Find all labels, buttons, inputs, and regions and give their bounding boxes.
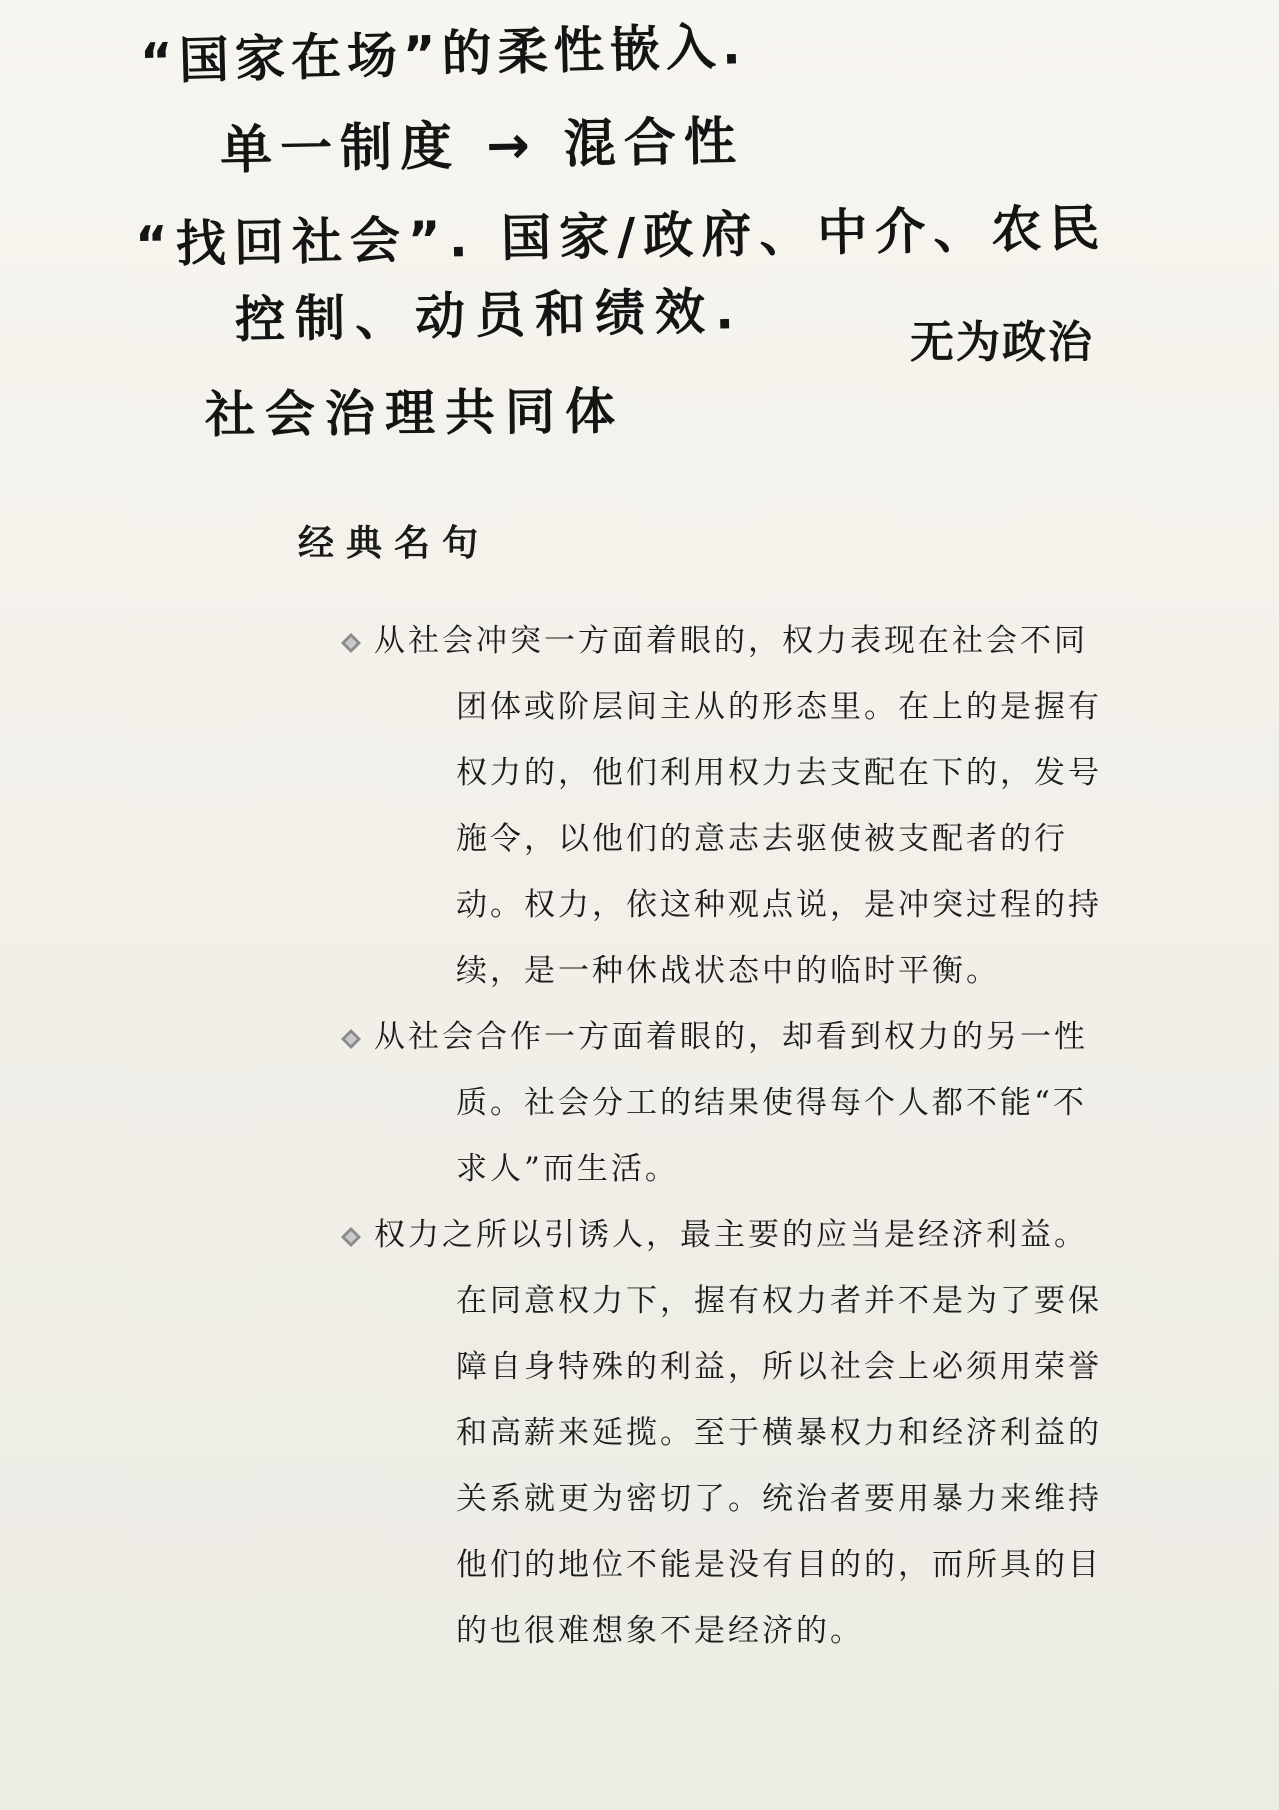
quote-line: 的也很难想象不是经济的。 [456,1613,864,1649]
quote-line: 和高薪来延揽。至于横暴权力和经济利益的 [456,1415,1102,1451]
quote-list [340,608,1130,1664]
diamond-bullet-icon [340,632,362,654]
handwritten-note-4: 控制、动员和绩效. [234,282,745,349]
quote-item [340,1202,1130,1664]
quote-line: 他们的地位不能是没有目的的，而所具的目 [456,1547,1102,1583]
quote-line: 障自身特殊的利益，所以社会上必须用荣誉 [456,1349,1102,1385]
quote-line: 质。社会分工的结果使得每个人都不能“不 [456,1085,1087,1121]
quote-line: 权力的，他们利用权力去支配在下的，发号 [456,755,1102,791]
quote-line: 施令，以他们的意志去驱使被支配者的行 [456,821,1068,857]
quote-line: 从社会冲突一方面着眼的，权力表现在社会不同 [374,623,1088,659]
quote-line: 续，是一种休战状态中的临时平衡。 [456,953,1000,989]
quote-item [340,1004,1130,1202]
diamond-bullet-icon [340,1226,362,1248]
quote-line: 关系就更为密切了。统治者要用暴力来维持 [456,1481,1102,1517]
quote-line: 团体或阶层间主从的形态里。在上的是握有 [456,689,1102,725]
diamond-bullet-icon [340,1028,362,1050]
chapter-title: 无为政治 [910,317,1094,368]
quote-item [340,608,1130,1004]
quote-line: 动。权力，依这种观点说，是冲突过程的持 [456,887,1102,923]
handwritten-note-1: “国家在场”的柔性嵌入. [139,17,748,91]
handwritten-note-5: 社会治理共同体 [204,382,626,444]
quote-line: 在同意权力下，握有权力者并不是为了要保 [456,1283,1102,1319]
handwritten-note-2: 单一制度 → 混合性 [219,111,745,181]
quote-line: 权力之所以引诱人，最主要的应当是经济利益。 [374,1217,1088,1253]
quote-line: 从社会合作一方面着眼的，却看到权力的另一性 [374,1019,1088,1055]
handwritten-note-3: “找回社会”. 国家/政府、中介、农民 [134,199,1108,274]
section-heading: 经典名句 [298,523,491,564]
quote-line: 求人”而生活。 [456,1151,679,1187]
